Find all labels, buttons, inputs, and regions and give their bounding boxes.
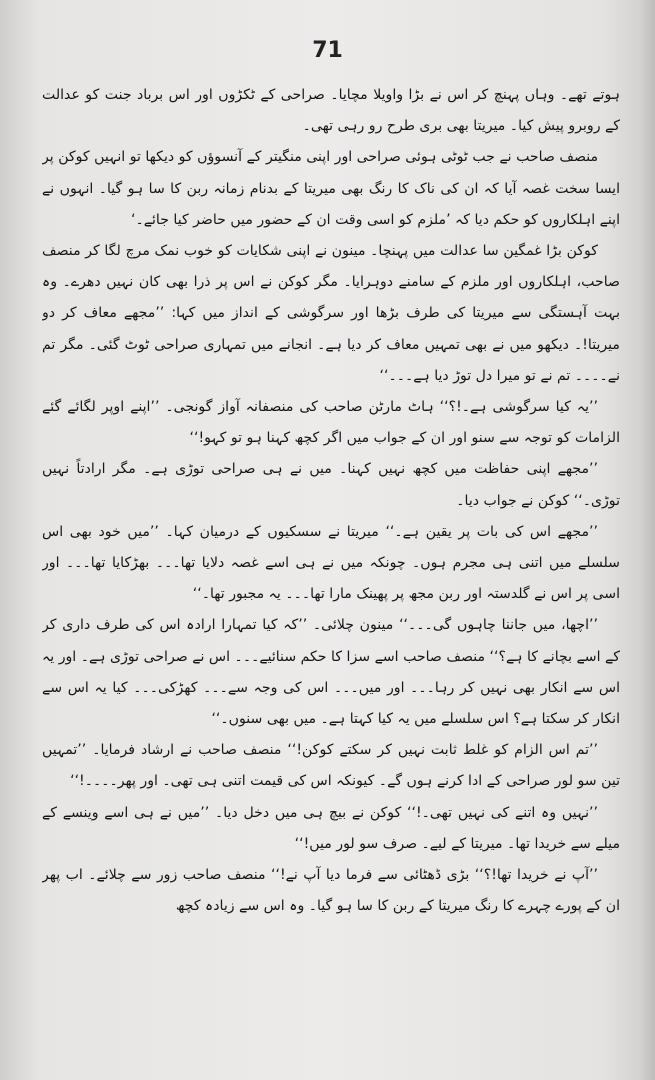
paragraph-7: ’’اچھا، میں جاننا چاہوں گی۔۔۔‘‘ مینون چلائی۔ ’’کہ کیا تمہارا ارادہ اس کی طرف داری کر کے اسے بچانے کا ہے؟‘‘ منصف صاحب اسے سزا کا حکم سنائیے۔۔۔ اس نے صراحی توڑی ہے۔ اور یہ اس سے انکار بھی نہیں کر رہا۔۔۔ اور میں۔۔۔ اس کی وجہ سے۔۔۔ کھڑکی۔۔۔ کیا یہ اس سے انکار کر سکتا ہے؟ اس سلسلے میں یہ کیا کہتا ہے۔ میں بھی سنوں۔‘‘: [42, 617, 620, 728]
page-edge-shadow: [639, 0, 655, 1080]
paragraph-4: ’’یہ کیا سرگوشی ہے۔!؟‘‘ ہاٹ مارٹن صاحب کی منصفانہ آواز گونجی۔ ’’اپنے اوپر لگائے گئے الزامات کو توجہ سے سنو اور ان کے جواب میں اگر کچھ کہنا ہو تو کہو!‘‘: [42, 399, 620, 447]
paragraph-3: کوکن بڑا غمگین سا عدالت میں پہنچا۔ مینون نے اپنی شکایات کو خوب نمک مرچ لگا کر منصف صاحب، اہلکاروں اور ملزم کے سامنے دوہرایا۔ مگر کوکن نے اس پر ذرا بھی کان نہیں دھرے۔ وہ بہت آہستگی سے میریتا کی طرف بڑھا اور سرگوشی کے انداز میں کہا: ’’مجھے معاف کر دو میریتا!۔ دیکھو میں نے بھی تمہیں معاف کر دیا ہے۔ انجانے میں تمہاری صراحی ٹوٹ گئی۔ مگر تم نے۔۔۔۔ تم نے تو میرا دل توڑ دیا ہے۔۔۔‘‘: [42, 243, 620, 384]
page-number: 71: [312, 38, 343, 63]
paragraph-6: ’’مجھے اس کی بات پر یقین ہے۔‘‘ میریتا نے سسکیوں کے درمیان کہا۔ ’’میں خود بھی اس سلسلے میں اتنی ہی مجرم ہوں۔ چونکہ میں نے ہی اسے غصہ دلایا تھا۔۔۔ بھڑکایا تھا۔۔۔ اور اسی پر اس نے گلدستہ اور ربن مجھ پر پھینک مارا تھا۔۔۔ یہ مجبور تھا۔‘‘: [42, 523, 620, 603]
paragraph-2: منصف صاحب نے جب ٹوٹی ہوئی صراحی اور اپنی منگیتر کے آنسوؤں کو دیکھا تو انہیں کوکن پر ایسا سخت غصہ آیا کہ ان کی ناک کا رنگ بھی میریتا کے بدنام زمانہ ربن کا سا ہو گیا۔ انہوں نے اپنے اہلکاروں کو حکم دیا کہ ’ملزم کو اسی وقت ان کے حضور میں حاضر کیا جائے۔‘: [42, 149, 620, 228]
paragraph-9: ’’نہیں وہ اتنے کی نہیں تھی۔!‘‘ کوکن نے بیچ ہی میں دخل دیا۔ ’’میں نے ہی اسے وینسے کے میلے سے خریدا تھا۔ میریتا کے لیے۔ صرف سو لور میں!‘‘: [42, 804, 620, 852]
paragraph-8: ’’تم اس الزام کو غلط ثابت نہیں کر سکتے کوکن!‘‘ منصف صاحب نے ارشاد فرمایا۔ ’’تمہیں تین سو لور صراحی کے ادا کرنے ہوں گے۔ کیونکہ اس کی قیمت اتنی ہی تھی۔ اور پھر۔۔۔۔!‘‘: [42, 742, 620, 790]
page-text: [42, 80, 620, 1070]
paragraph-10: ’’آپ نے خریدا تھا!؟‘‘ بڑی ڈھٹائی سے فرما دیا آپ نے!‘‘ منصف صاحب زور سے چلائے۔ اب پھر ان کے پورے چہرے کا رنگ میریتا کے ربن کا سا ہو گیا۔ وہ اس سے زیادہ کچھ: [42, 867, 620, 915]
paragraph-5: ’’مجھے اپنی حفاظت میں کچھ نہیں کہنا۔ میں نے ہی صراحی توڑی ہے۔ مگر ارادتاً نہیں توڑی۔‘‘ کوکن نے جواب دیا۔: [42, 461, 620, 509]
paragraph-1: ہوتے تھے۔ وہاں پہنچ کر اس نے بڑا واویلا مچایا۔ صراحی کے ٹکڑوں اور اس برباد جنت کو عدالت کے روبرو پیش کیا۔ میریتا بھی بری طرح رو رہی تھی۔: [42, 87, 620, 135]
